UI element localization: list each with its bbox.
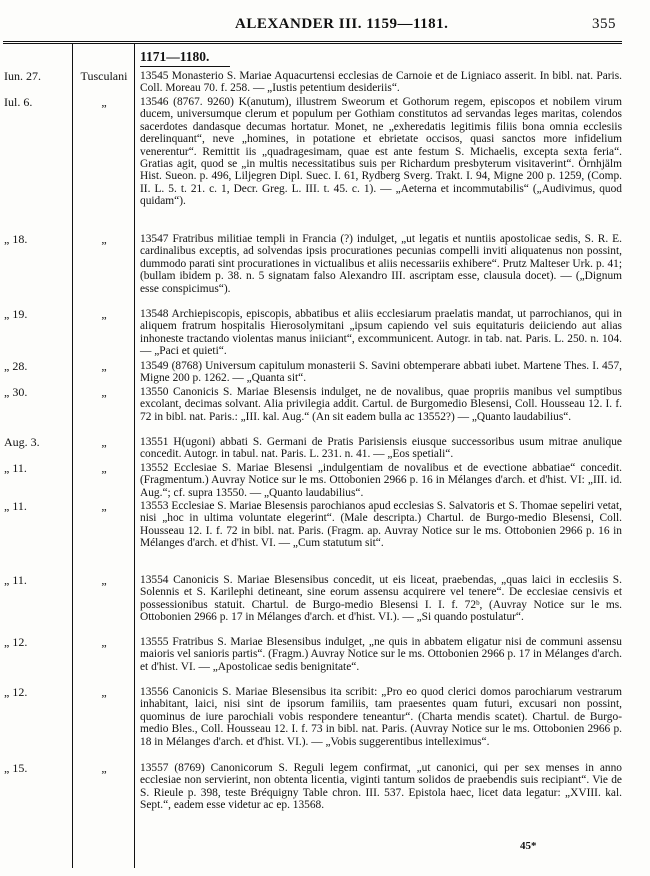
page-header — [0, 16, 650, 40]
entry-text: 13555 Fratribus S. Mariae Blesensibus indulget, „ne quis in abbatem eligatur nisi de communi assensu maioris vel sanioris partis“. (Fragm.) Auvray Notice sur le ms. Ottobonien 2966 p. 17 in Mélanges d'arch. et d'hist. VI. — „Apostolicae sedis benignitate“. — [140, 636, 622, 673]
entry-date: „ 19. — [4, 307, 28, 321]
header-rule — [3, 41, 622, 42]
entry-date: Aug. 3. — [4, 435, 40, 449]
entry-text: 13556 Canonicis S. Mariae Blesensibus ita scribit: „Pro eo quod clerici domos parochiarum vestrarum inhabitant, laici, nisi sint de ipsorum familiis, tam praesentes quam futuri, excusari non possint, quominus de iure parochiali vobis respondere teneantur“. (Charta mendis scatet). Chartul. de Burgo-medio Bles., Coll. Housseau 12. I. f. 73 in bibl. nat. Paris. (Auvray Notice sur le ms. Ottobonien 2966 p. 18 in Mélanges d'arch. et d'hist. VI.). — „Vobis suggerentibus intelleximus“. — [140, 686, 622, 748]
entry-place: „ — [101, 761, 107, 775]
entry-place: „ — [101, 499, 107, 513]
entry-text: 13554 Canonicis S. Mariae Blesensibus concedit, ut eis liceat, praebendas, „quas laici in ecclesiis S. Solennis et S. Karilephi detineant, sine eorum assensu acquirere vel tenere“. De ecclesiae censivis et possessionibus statuit. Chartul. de Burgo-medio Blesensi I. I. f. 72ᵇ, (Auvray Notice sur le ms. Ottobonien 2966 p. 17 in Mélanges d'arch. et d'hist. VI.). — „Si quando postulatur“. — [140, 574, 622, 624]
entry-date: „ 18. — [4, 232, 28, 246]
entry-date: „ 30. — [4, 385, 28, 399]
entry-date: „ 12. — [4, 685, 28, 699]
entry-text: 13547 Fratribus militiae templi in Francia (?) indulget, „ut legatis et nuntiis apostolicae sedis, S. R. E. cardinalibus exceptis, ad solvendas ipsis procurationes pecunias compelli inviti aliquatenus non possint, dummodo parati sint procurationes in victualibus et aliis necessariis exhibere“. Prutz Malteser Urk. p. 41; (bullam ibidem p. 38. n. 5 signatam falso Alexandro III. ascriptam esse, clausula docet). — („Dignum esse conspicimus“). — [140, 233, 622, 295]
entry-place: „ — [101, 573, 107, 587]
entry-date: Iun. 27. — [4, 69, 41, 83]
entry-date: „ 11. — [4, 573, 27, 587]
entry-text: 13545 Monasterio S. Mariae Aquacurtensi ecclesias de Carnoie et de Ligniaco asserit. In bibl. nat. Paris. Coll. Moreau 70. f. 258. — „Iustis petentium desideriis“. — [140, 70, 622, 95]
entry-place: „ — [101, 635, 107, 649]
entry-place: „ — [101, 232, 107, 246]
entry-text: 13551 H(ugoni) abbati S. Germani de Pratis Parisiensis eiusque successoribus usum mitrae anulique concedit. Autogr. in tabul. nat. Paris. L. 231. n. 41. — „Eos spetiali“. — [140, 436, 622, 461]
entry-text: 13548 Archiepiscopis, episcopis, abbatibus et aliis ecclesiarum praelatis mandat, ut parrochianos, qui in aliquem fratrum hospitalis Hierosolymitani „ipsum capiendo vel suis equitaturis deiiciendo aut alias inhoneste tractando violentas manus iniiciant“, excommunicent. Autogr. in tab. nat. Paris. L. 250. n. 104. — „Paci et quieti“. — [140, 308, 622, 358]
entry-text: 13552 Ecclesiae S. Mariae Blesensi „indulgentiam de novalibus et de evectione abbatiae“ concedit. (Fragmentum.) Auvray Notice sur le ms. Ottobonien 2966 p. 16 in Mélanges d'arch. et d'hist. VI: „III. id. Aug.“; cf. supra 13550. — „Quanto laudabilius“. — [140, 462, 622, 499]
entry-place: „ — [101, 359, 107, 373]
entry-text: 13553 Ecclesiae S. Mariae Blesensis parochianos apud ecclesias S. Salvatoris et S. Thomae sepeliri vetat, nisi „hoc in ultima voluntate elegerint“. (Male descripta.) Chartul. de Burgo-medio Blesensi, Coll. Housseau 12. I. f. 72 in bibl. nat. Paris. (Fragm. ap. Auvray Notice sur le ms. Ottobonien 2966 p. 16 in Mélanges d'arch. et d'hist. VI. — „Cum statutum sit“. — [140, 500, 622, 550]
entry-text: 13549 (8768) Universum capitulum monasterii S. Savini obtemperare abbati iubet. Martene Thes. I. 457, Migne 200 p. 1262. — „Quanta sit“. — [140, 360, 622, 385]
running-title: ALEXANDER III. 1159—1181. — [235, 16, 449, 32]
entry-date: Iul. 6. — [4, 95, 33, 109]
entry-date: „ 15. — [4, 761, 28, 775]
page-number: 355 — [592, 16, 616, 32]
entry-place: „ — [101, 95, 107, 109]
period-underline — [140, 66, 230, 67]
entry-date: „ 28. — [4, 359, 28, 373]
column-divider-date — [72, 44, 73, 868]
entry-place: Tusculani — [80, 69, 128, 83]
entry-text: 13557 (8769) Canonicorum S. Reguli legem confirmat, „ut canonici, qui per sex menses in anno ecclesiae non servierint, non obtenta licentia, viginti tantum solidos de praebendis suis recipiant“. Vie de S. Rieule p. 398, teste Bréquigny Table chron. III. 537. Epistola haec, licet data legatur: „XVIII. kal. Sept.“, eadem esse videtur ac ep. 13568. — [140, 762, 622, 812]
signature-mark: 45* — [520, 840, 537, 852]
entry-place: „ — [101, 307, 107, 321]
header-rule-2 — [3, 43, 622, 44]
entry-text: 13546 (8767. 9260) K(anutum), illustrem Sweorum et Gothorum regem, episcopos et nobilem virum ducem, universumque clerum et populum per Gothiam constitutos ad servandas leges maritas, colendos sacerdotes dandasque decumas hortatur. Monet, ne „exheredatis legitimis filiis bona omnia ecclesiis derelinquant“, neve „homines, in potatione et ebrietate occisos, quasi sanctos more infidelium venerentur“. Remittit iis „quadragesimam, quae est ante festum S. Michaelis, excepta sexta feria“. Gratias agit, quod se „in multis necessitatibus suis per Richardum presbyterum visitaverint“. Örnhjälm Hist. Sueon. p. 496, Liljegren Dipl. Suec. I. 61, Rydberg Sverg. Trakt. I. 94, Migne 200 p. 1259, (Comp. II. L. 5. t. 21. c. 1, Decr. Greg. L. III. t. 45. c. 1). — „Aeterna et incommutabilis“ („Audivimus, quod quidam“). — [140, 96, 622, 208]
period-heading: 1171—1180. — [140, 49, 210, 64]
entry-place: „ — [101, 435, 107, 449]
entry-text: 13550 Canonicis S. Mariae Blesensis indulget, ne de novalibus, quae propriis manibus vel sumptibus excolant, decimas solvant. Alia privilegia addit. Cartul. de Burgomedio Blesensi, Coll. Housseau 12. I. f. 72 in bibl. nat. Paris.: „III. kal. Aug.“ (An sit eadem bulla ac 13552?) — „Quanto laudabilius“. — [140, 386, 622, 423]
entry-place: „ — [101, 461, 107, 475]
entry-date: „ 12. — [4, 635, 28, 649]
entry-place: „ — [101, 385, 107, 399]
column-divider-place — [134, 44, 135, 868]
entry-place: „ — [101, 685, 107, 699]
entry-date: „ 11. — [4, 499, 27, 513]
entry-date: „ 11. — [4, 461, 27, 475]
